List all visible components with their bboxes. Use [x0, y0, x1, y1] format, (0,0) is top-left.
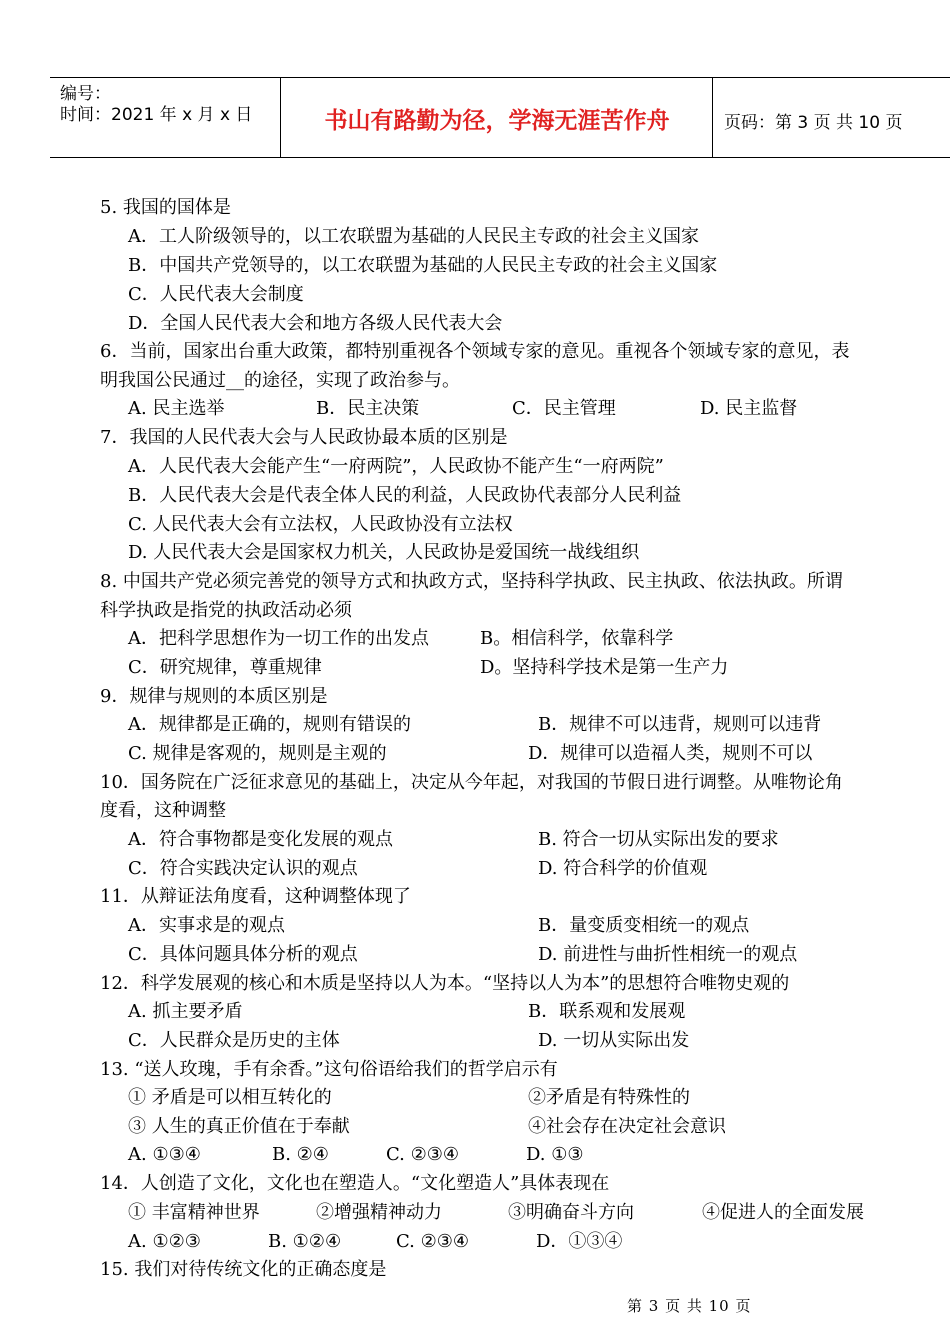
question-14-stem: 14．人创造了文化，文化也在塑造人。“文化塑造人”具体表现在 [100, 1173, 610, 1194]
question-13-statement-4: ④社会存在决定社会意识 [528, 1116, 726, 1137]
question-11-option-d: D. 前进性与曲折性相统一的观点 [538, 944, 798, 965]
question-5-option-c: C．人民代表大会制度 [128, 284, 304, 305]
question-15-stem: 15. 我们对待传统文化的正确态度是 [100, 1259, 387, 1280]
question-10-stem-cont: 度看，这种调整 [100, 800, 226, 821]
question-7-option-b: B．人民代表大会是代表全体人民的利益，人民政协代表部分人民利益 [128, 485, 682, 506]
question-7-stem: 7．我国的人民代表大会与人民政协最本质的区别是 [100, 427, 508, 448]
question-8-option-b: B。相信科学，依靠科学 [480, 628, 674, 649]
question-6-stem-cont: 明我国公民通过__的途径，实现了政治参与。 [100, 370, 460, 391]
question-6-option-b: B．民主决策 [316, 398, 420, 419]
question-6-option-d: D. 民主监督 [700, 398, 798, 419]
question-14-option-a: A. ①②③ [128, 1231, 201, 1252]
question-8-option-a: A．把科学思想作为一切工作的出发点 [128, 628, 429, 649]
question-13-statement-2: ②矛盾是有特殊性的 [528, 1087, 690, 1108]
question-13-stem: 13. “送人玫瑰，手有余香。”这句俗语给我们的哲学启示有 [100, 1059, 558, 1080]
question-6-stem: 6．当前，国家出台重大政策，都特别重视各个领域专家的意见。重视各个领域专家的意见，表 [100, 341, 850, 362]
question-13-option-b: B. ②④ [272, 1144, 329, 1165]
question-14-statement-3: ③明确奋斗方向 [508, 1202, 634, 1223]
question-11-option-a: A．实事求是的观点 [128, 915, 285, 936]
question-7-option-c: C. 人民代表大会有立法权，人民政协没有立法权 [128, 514, 513, 535]
question-14-statement-4: ④促进人的全面发展 [702, 1202, 864, 1223]
question-9-option-c: C. 规律是客观的，规则是主观的 [128, 743, 387, 764]
time-label: 时间：2021 年 x 月 x 日 [60, 105, 253, 125]
question-13-statement-1: ① 矛盾是可以相互转化的 [128, 1087, 332, 1108]
question-5-option-a: A．工人阶级领导的，以工农联盟为基础的人民民主专政的社会主义国家 [128, 226, 699, 247]
question-10-option-b: B. 符合一切从实际出发的要求 [538, 829, 779, 850]
question-5-option-d: D．全国人民代表大会和地方各级人民代表大会 [128, 313, 503, 334]
question-9-stem: 9．规律与规则的本质区别是 [100, 686, 328, 707]
header-left [60, 84, 252, 126]
header-divider [280, 78, 281, 157]
question-13-option-a: A. ①③④ [128, 1144, 201, 1165]
question-9-option-b: B．规律不可以违背，规则可以违背 [538, 714, 822, 735]
question-12-option-c: C．人民群众是历史的主体 [128, 1030, 340, 1051]
question-13-option-c: C. ②③④ [386, 1144, 459, 1165]
question-12-option-a: A. 抓主要矛盾 [128, 1001, 243, 1022]
question-8-stem-cont: 科学执政是指党的执政活动必须 [100, 600, 352, 621]
question-10-stem: 10．国务院在广泛征求意见的基础上，决定从今年起，对我国的节假日进行调整。从唯物论角 [100, 772, 843, 793]
header-divider [712, 78, 713, 157]
question-14-option-c: C. ②③④ [396, 1231, 469, 1252]
header-motto: 书山有路勤为径，学海无涯苦作舟 [324, 108, 670, 134]
question-8-option-d: D。坚持科学技术是第一生产力 [480, 657, 729, 678]
question-14-statement-2: ②增强精神动力 [316, 1202, 442, 1223]
question-7-option-d: D. 人民代表大会是国家权力机关，人民政协是爱国统一战线组织 [128, 542, 640, 563]
question-10-option-a: A．符合事物都是变化发展的观点 [128, 829, 393, 850]
question-8-option-c: C．研究规律，尊重规律 [128, 657, 322, 678]
question-9-option-a: A．规律都是正确的，规则有错误的 [128, 714, 411, 735]
question-11-option-c: C．具体问题具体分析的观点 [128, 944, 358, 965]
question-14-option-b: B. ①②④ [268, 1231, 342, 1252]
question-14-statement-1: ① 丰富精神世界 [128, 1202, 260, 1223]
page-header [50, 77, 950, 158]
number-label: 编号： [60, 84, 111, 104]
question-14-option-d: D．①③④ [536, 1231, 623, 1252]
question-10-option-c: C．符合实践决定认识的观点 [128, 858, 358, 879]
question-8-stem: 8. 中国共产党必须完善党的领导方式和执政方式，坚持科学执政、民主执政、依法执政。所谓 [100, 571, 843, 592]
question-11-stem: 11．从辩证法角度看，这种调整体现了 [100, 886, 411, 907]
question-6-option-a: A. 民主选举 [128, 398, 225, 419]
question-10-option-d: D. 符合科学的价值观 [538, 858, 708, 879]
page-footer: 第 3 页 共 10 页 [627, 1297, 752, 1315]
question-11-option-b: B．量变质变相统一的观点 [538, 915, 750, 936]
question-5-option-b: B．中国共产党领导的，以工农联盟为基础的人民民主专政的社会主义国家 [128, 255, 718, 276]
question-12-option-b: B．联系观和发展观 [528, 1001, 686, 1022]
question-7-option-a: A．人民代表大会能产生“一府两院”，人民政协不能产生“一府两院” [128, 456, 664, 477]
question-13-statement-3: ③ 人生的真正价值在于奉献 [128, 1116, 350, 1137]
question-12-stem: 12．科学发展观的核心和木质是坚持以人为本。“坚持以人为本”的思想符合唯物史观的 [100, 973, 790, 994]
header-page-info: 页码：第 3 页 共 10 页 [724, 113, 903, 133]
question-5-stem: 5. 我国的国体是 [100, 197, 231, 218]
question-13-option-d: D. ①③ [526, 1144, 584, 1165]
question-12-option-d: D. 一切从实际出发 [538, 1030, 690, 1051]
question-6-option-c: C．民主管理 [512, 398, 616, 419]
question-9-option-d: D．规律可以造福人类，规则不可以 [528, 743, 813, 764]
